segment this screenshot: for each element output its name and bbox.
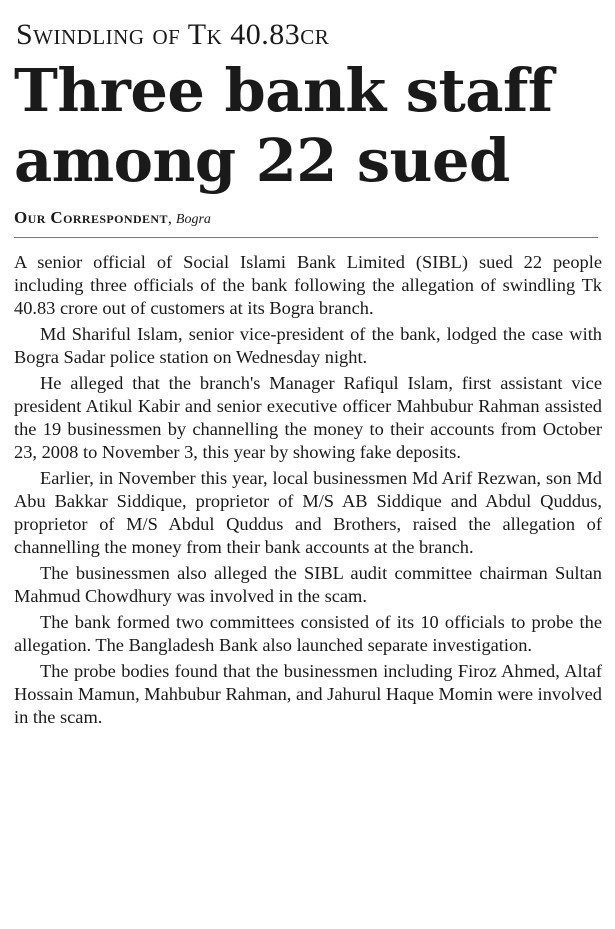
byline-separator: , xyxy=(167,210,176,227)
paragraph: Md Shariful Islam, senior vice-president of the bank, lodged the case with Bogra Sadar police station on Wednesday night. xyxy=(14,324,602,367)
headline-line: among 22 sued xyxy=(14,126,510,195)
byline xyxy=(14,208,598,238)
paragraph: The probe bodies found that the businessmen including Firoz Ahmed, Altaf Hossain Mamun, Mahbubur Rahman, and Jahurul Haque Momin were involved in the scam. xyxy=(14,661,602,727)
paragraph: The bank formed two committees consisted of its 10 officials to probe the allegation. The Bangladesh Bank also launched separate investigation. xyxy=(14,612,602,655)
article-body xyxy=(14,251,602,729)
paragraph: Earlier, in November this year, local businessmen Md Arif Rezwan, son Md Abu Bakkar Siddique, proprietor of M/S AB Siddique and Abdul Quddus, proprietor of M/S Abdul Quddus and Brothers, raised the allegation of channelling the money from their bank accounts at the branch. xyxy=(14,468,602,557)
headline-line: Three bank staff xyxy=(14,56,553,125)
byline-author: Our Correspondent xyxy=(14,208,168,227)
article-kicker: Swindling of Tk 40.83cr xyxy=(16,18,330,51)
paragraph: A senior official of Social Islami Bank Limited (SIBL) sued 22 people including three officials of the bank following the allegation of swindling Tk 40.83 crore out of customers at its Bogra branch. xyxy=(14,252,602,318)
news-article xyxy=(14,18,604,732)
paragraph: The businessmen also alleged the SIBL audit committee chairman Sultan Mahmud Chowdhury was involved in the scam. xyxy=(14,563,602,606)
paragraph: He alleged that the branch's Manager Rafiqul Islam, first assistant vice president Atikul Kabir and senior executive officer Mahbubur Rahman assisted the 19 businessmen by channelling the money to their accounts from October 23, 2008 to November 3, this year by showing fake deposits. xyxy=(14,373,602,462)
byline-location: Bogra xyxy=(175,212,211,227)
article-headline xyxy=(14,56,604,196)
